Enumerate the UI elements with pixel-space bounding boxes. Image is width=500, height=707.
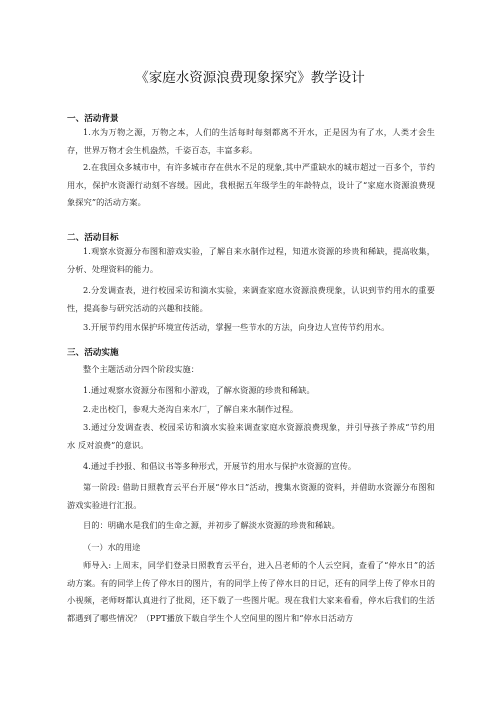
paragraph-purpose: 目的：明确水是我们的生命之源，并初步了解淡水资源的珍贵和稀缺。 <box>83 520 340 530</box>
paragraph-goal-2: 2.分发调查表，进行校园采访和滴水实验，来调查家庭水资源浪费现象，认识到节约用水的重要性，提高参与研究活动的兴趣和技能。 <box>67 285 435 313</box>
section-heading-implementation: 三、活动实施 <box>67 348 119 358</box>
paragraph-implementation-intro: 整个主题活动分四个阶段实施： <box>83 364 200 374</box>
paragraph-implementation-2: 2.走出校门，参观大尧沟自来水厂，了解自来水制作过程。 <box>83 404 299 414</box>
paragraph-stage-1: 第一阶段: 借助日照教育云平台开展“停水日”活动，搜集水资源的资料，并借助水资源分布图和游戏实验进行汇报。 <box>67 482 435 510</box>
paragraph-goal-1: 1.观察水资源分布图和游戏实验，了解自来水制作过程，知道水资源的珍贵和稀缺，提高收集，分析、处理资料的能力。 <box>67 246 435 274</box>
subsection-heading-water-use: （一）水的用途 <box>83 542 141 552</box>
paragraph-background-1: 1.水为万物之源，万物之本，人们的生活每时每刻都离不开水，正是因为有了水，人类才会生存，世界万物才会生机盎然，千姿百态，丰富多彩。 <box>67 127 435 155</box>
paragraph-implementation-1: 1.通过观察水资源分布图和小游戏，了解水资源的珍贵和稀缺。 <box>83 385 315 395</box>
paragraph-implementation-3: 3.通过分发调查表、校园采访和滴水实验来调查家庭水资源浪费现象，并引导孩子养成“节约用水 反对浪费”的意识。 <box>67 422 435 450</box>
paragraph-background-2: 2.在我国众多城市中，有许多城市存在供水不足的现象,其中严重缺水的城市超过一百多个，节约用水，保护水资源行动刻不容缓。因此，我根据五年级学生的年龄特点，设计了“家庭水资源浪费现象探究”的活动方案。 <box>67 162 435 207</box>
document-title: 《家庭水资源浪费现象探究》教学设计 <box>135 70 365 86</box>
section-heading-background: 一、活动背景 <box>67 114 119 124</box>
paragraph-teacher-intro: 师导入: 上周末，同学们登录日照教育云平台，进入吕老师的个人云空间，查看了“停水日”的活动方案。有的同学上传了停水日的图片，有的同学上传了停水日的日记，还有的同学上传了停水日的小视频，老师呀都认真进行了批阅，还下载了一些图片呢。现在我们大家来看看，停水后我们的生活都遇到了哪些情况？（PPT播放下载自学生个人空间里的图片和“停水日活动方 <box>67 560 435 623</box>
paragraph-implementation-4: 4.通过手抄报、和倡议书等多种形式，开展节约用水与保护水资源的宣传。 <box>83 461 357 471</box>
paragraph-goal-3: 3.开展节约用水保护环境宣传活动，掌握一些节水的方法，向身边人宣传节约用水。 <box>83 322 390 332</box>
section-heading-goals: 二、活动目标 <box>67 233 119 243</box>
